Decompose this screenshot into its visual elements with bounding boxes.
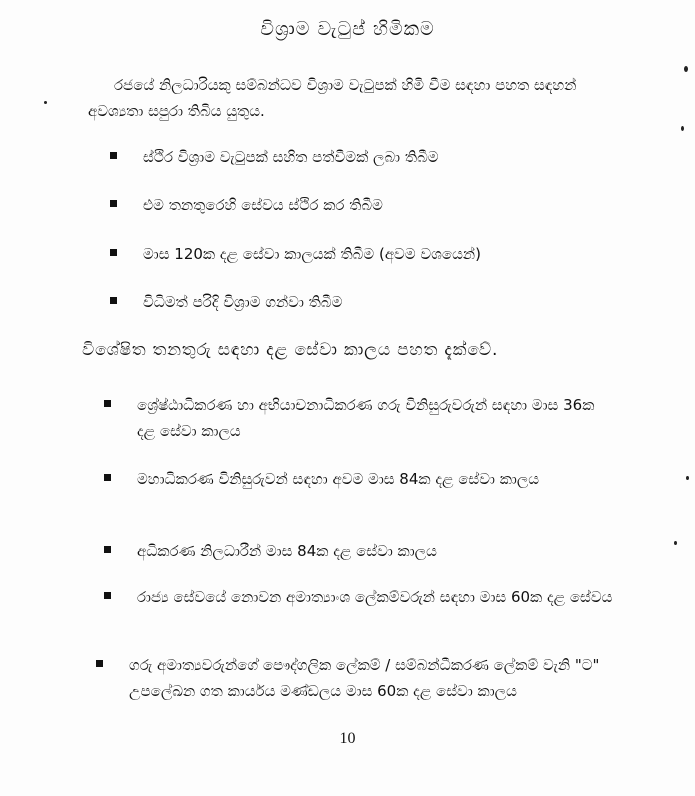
scan-speck [44, 101, 47, 104]
list-item-text: මාස 120ක දළ සේවා කාලයක් තිබීම (අවම වශයෙන්) [143, 245, 481, 263]
list-item [96, 652, 616, 704]
list-item [104, 466, 614, 492]
bullet-square-icon [110, 297, 117, 304]
scan-speck [686, 476, 689, 480]
bullet-square-icon [104, 592, 111, 599]
list-item [110, 241, 610, 267]
page-title: විශ්‍රාම වැටුප් හිමිකම [260, 18, 435, 40]
intro-paragraph: රජයේ නිලධාරියකු සම්බන්ධව විශ්‍රාම වැටුපක් හිමි වීම සඳහා පහත සඳහන් අවශ්‍යතා සපුරා තිබිය යුතුය. [88, 76, 577, 120]
scan-speck [674, 541, 677, 545]
list-item-text: රාජ්‍ය සේවයේ නොවන අමාත්‍යාංශ ලේකම්වරුන් සඳහා මාස 60ක දළ සේවය [137, 588, 613, 606]
scan-speck [684, 66, 688, 72]
list-item [110, 289, 610, 315]
list-item-text: මහාධිකරණ විනිසුරුවන් සඳහා අවම මාස 84ක දළ සේවා කාලය [137, 470, 540, 488]
list-item-text: අධිකරණ නිලධාරීන් මාස 84ක දළ සේවා කාලය [137, 542, 437, 560]
list-item [104, 392, 614, 444]
page-number: 10 [339, 730, 356, 747]
list-item-text: ශ්‍රේෂ්ඨාධිකරණ හා අභියාචනාධිකරණ ගරු විනිසුරුවරුන් සඳහා මාස 36ක දළ සේවා කාලය [137, 396, 595, 440]
list-item [110, 144, 610, 170]
list-item-text: ගරු අමාත්‍යවරුන්ගේ පෞද්ගලික ලේකම් / සම්බන්ධීකරණ ලේකම් වැනි "ට" උපලේඛන ගත කාර්යය මණ්ඩලය මාස 60ක දළ සේවා කාලය [129, 656, 600, 700]
list-item-text: විධිමත් පරිදි විශ්‍රාම ගන්වා තිබීම [143, 293, 343, 311]
bullet-square-icon [96, 660, 103, 667]
bullet-square-icon [110, 200, 117, 207]
list-item [110, 192, 610, 218]
list-item [104, 584, 614, 610]
bullet-square-icon [110, 249, 117, 256]
bullet-square-icon [104, 400, 111, 407]
scan-speck [681, 126, 684, 131]
bullet-square-icon [104, 546, 111, 553]
list-item-text: ස්ථිර විශ්‍රාම වැටුපක් සහිත පත්වීමක් ලබා තිබීම [143, 148, 439, 166]
list-item-text: එම තනතුරෙහි සේවය ස්ථිර කර තිබීම [143, 196, 383, 214]
bullet-square-icon [104, 474, 111, 481]
list-item [104, 538, 614, 564]
bullet-square-icon [110, 152, 117, 159]
section-heading: විශේෂිත තනතුරු සඳහා දළ සේවා කාලය පහත දැක්වේ. [82, 340, 499, 360]
